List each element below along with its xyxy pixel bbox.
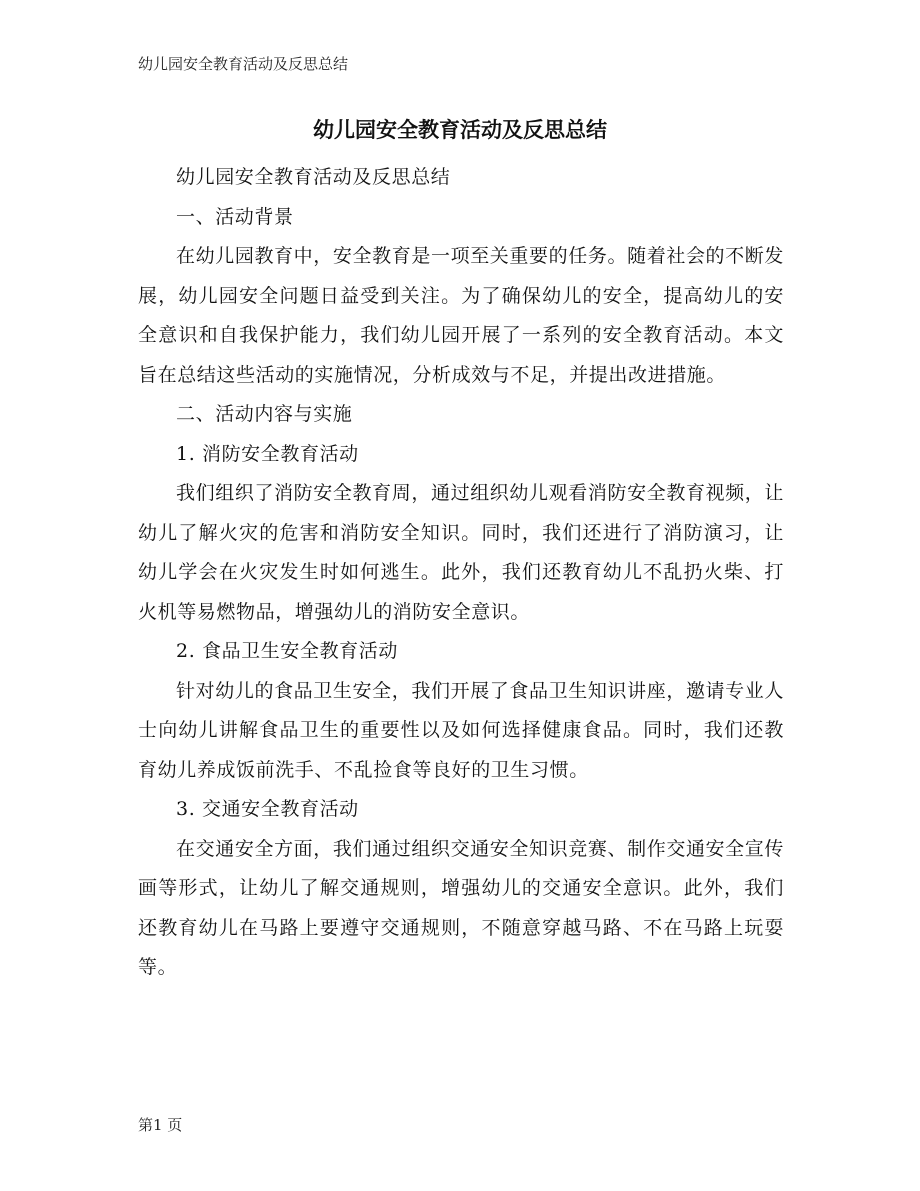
subheading-food-safety: 2. 食品卫生安全教育活动 bbox=[176, 640, 398, 662]
subtitle-paragraph: 幼儿园安全教育活动及反思总结 bbox=[176, 166, 451, 188]
food-safety-paragraph: 针对幼儿的食品卫生安全，我们开展了食品卫生知识讲座，邀请专业人士向幼儿讲解食品卫生的重要性以及如何选择健康食品。同时，我们还教育幼儿养成饭前洗手、不乱捡食等良好的卫生习惯。 bbox=[138, 679, 784, 781]
document-title: 幼儿园安全教育活动及反思总结 bbox=[313, 118, 607, 142]
section-heading-background: 一、活动背景 bbox=[176, 205, 294, 228]
section-heading-content: 二、活动内容与实施 bbox=[176, 403, 353, 425]
running-header: 幼儿园安全教育活动及反思总结 bbox=[138, 55, 349, 73]
traffic-safety-paragraph: 在交通安全方面，我们通过组织交通安全知识竞赛、制作交通安全宣传画等形式，让幼儿了解交通规则，增强幼儿的交通安全意识。此外，我们还教育幼儿在马路上要遵守交通规则，不随意穿越马路、不在马路上玩耍等。 bbox=[138, 837, 784, 978]
subheading-fire-safety: 1. 消防安全教育活动 bbox=[176, 442, 359, 465]
document-body bbox=[138, 158, 784, 988]
background-paragraph: 在幼儿园教育中，安全教育是一项至关重要的任务。随着社会的不断发展，幼儿园安全问题日益受到关注。为了确保幼儿的安全，提高幼儿的安全意识和自我保护能力，我们幼儿园开展了一系列的安全教育活动。本文旨在总结这些活动的实施情况，分析成效与不足，并提出改进措施。 bbox=[138, 245, 784, 386]
page-number: 第1 页 bbox=[138, 1116, 183, 1134]
subheading-traffic-safety: 3. 交通安全教育活动 bbox=[176, 798, 359, 820]
fire-safety-paragraph: 我们组织了消防安全教育周，通过组织幼儿观看消防安全教育视频，让幼儿了解火灾的危害和消防安全知识。同时，我们还进行了消防演习，让幼儿学会在火灾发生时如何逃生。此外，我们还教育幼儿不乱扔火柴、打火机等易燃物品，增强幼儿的消防安全意识。 bbox=[138, 482, 784, 623]
